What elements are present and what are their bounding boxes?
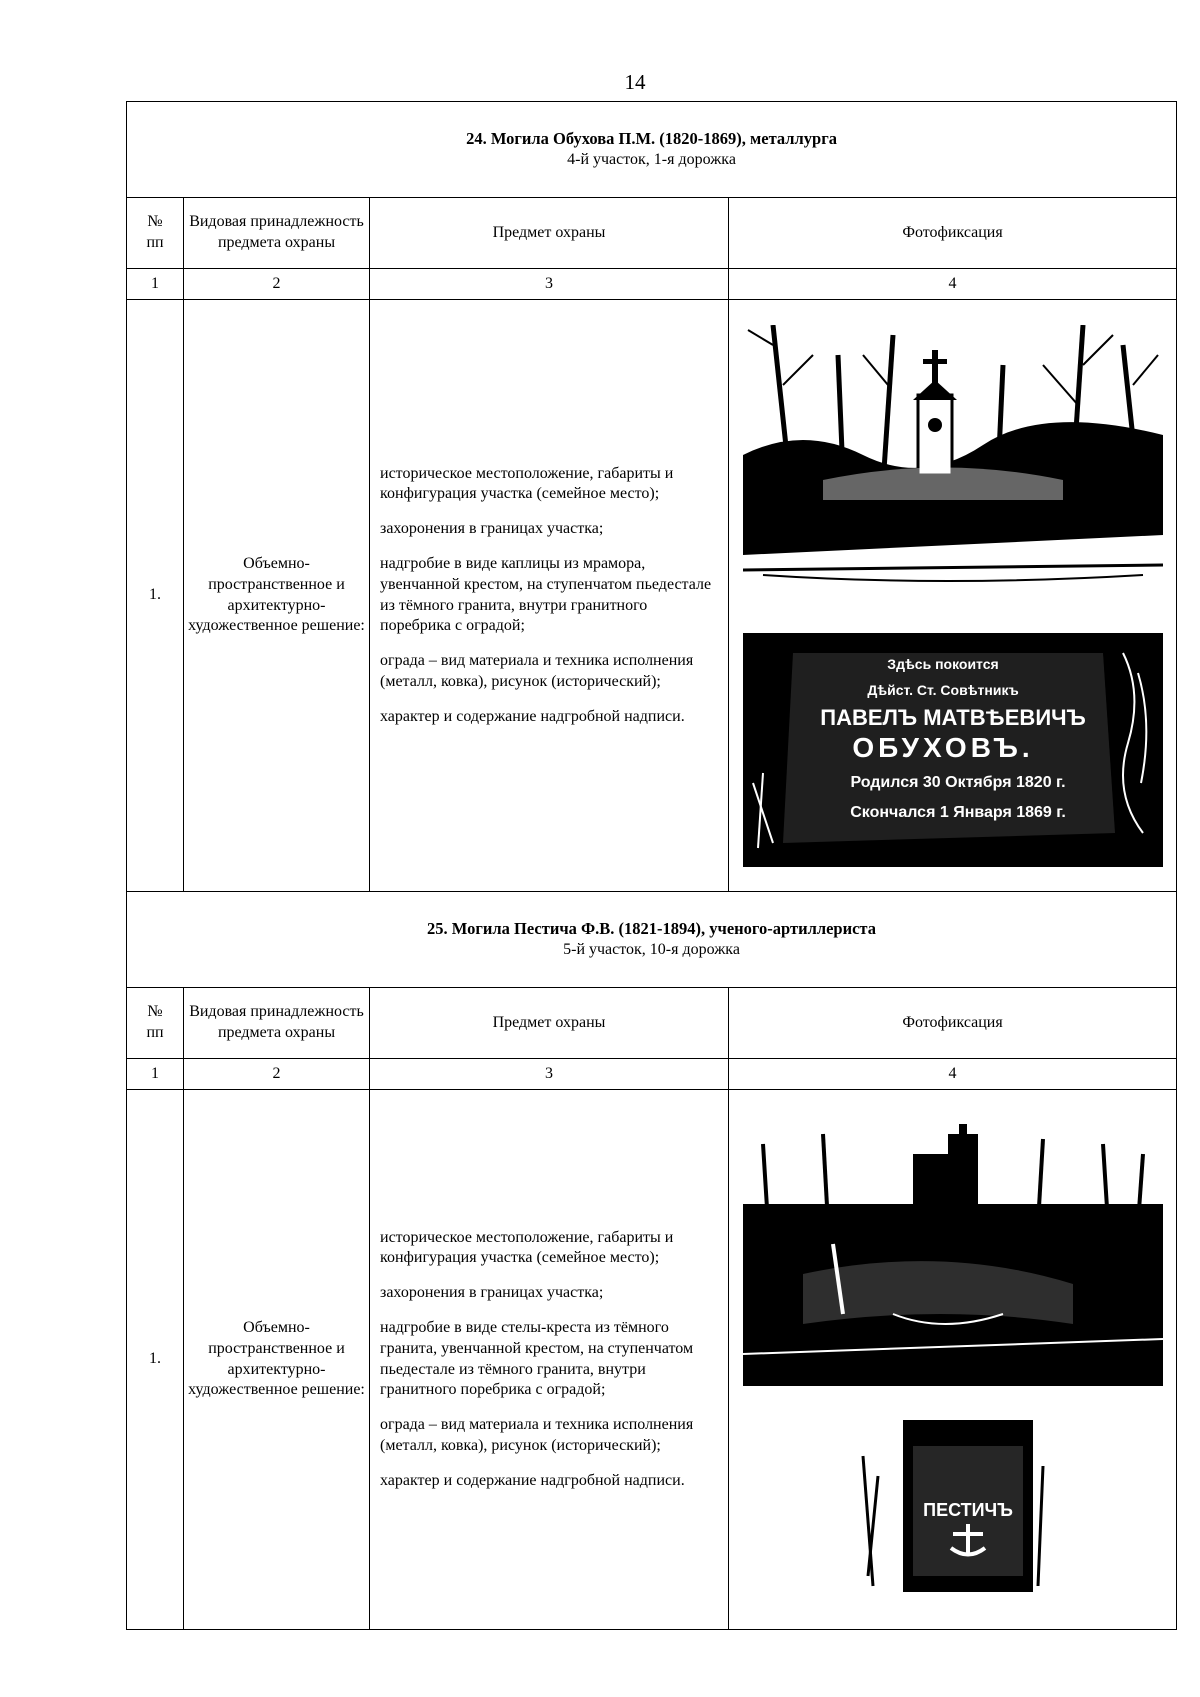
plaque-line: ОБУХОВЪ. [851, 731, 1034, 763]
header-type: Видовая принадлежность предмета охраны [184, 198, 370, 269]
grave-photo [743, 325, 1163, 607]
column-number-2: 2 [184, 1059, 370, 1090]
subject-item: ограда – вид материала и техника исполнения (металл, ковка), рисунок (исторический); [380, 652, 694, 690]
column-number-2: 2 [184, 269, 370, 300]
header-photo: Фотофиксация [729, 198, 1177, 269]
header-number: № пп [127, 988, 184, 1059]
protection-subject [370, 1090, 729, 1630]
subject-item: захоронения в границах участка; [380, 1284, 604, 1302]
header-subject: Предмет охраны [370, 988, 729, 1059]
column-number-1: 1 [127, 1059, 184, 1090]
column-number-4: 4 [729, 1059, 1177, 1090]
header-number: № пп [127, 198, 184, 269]
subject-item: характер и содержание надгробной надписи. [380, 707, 685, 725]
inscription-photo [743, 633, 1163, 867]
plaque-line: ПАВЕЛЪ МАТВѢЕВИЧЪ [819, 704, 1086, 730]
section-title: 25. Могила Пестича Ф.В. (1821-1894), ученого-артиллериста [427, 919, 876, 939]
inscription-photo [853, 1416, 1053, 1596]
photo-cell [729, 1090, 1177, 1630]
subject-item: надгробие в виде стелы-креста из тёмного гранита, увенчанной крестом, на ступенчатом пьедестале из тёмного гранита, внутри гранитного поребрика с оградой; [380, 1318, 694, 1399]
header-type: Видовая принадлежность предмета охраны [184, 988, 370, 1059]
plaque-line: Родился 30 Октября 1820 г. [849, 773, 1066, 791]
page-number: 14 [624, 70, 646, 94]
column-number-3: 3 [370, 269, 729, 300]
column-number-4: 4 [729, 269, 1177, 300]
plaque-line: Скончался 1 Января 1869 г. [849, 803, 1066, 821]
photo-cell [729, 300, 1177, 892]
header-subject: Предмет охраны [370, 198, 729, 269]
protection-type: Объемно-пространственное и архитектурно-художественное решение: [184, 300, 370, 892]
protection-type: Объемно-пространственное и архитектурно-художественное решение: [184, 1090, 370, 1630]
subject-item: историческое местоположение, габариты и конфигурация участка (семейное место); [380, 464, 674, 503]
plaque-line: Здѣсь покоится [886, 655, 999, 672]
row-number: 1. [127, 1090, 184, 1630]
subject-item: ограда – вид материала и техника исполнения (металл, ковка), рисунок (исторический); [380, 1416, 694, 1454]
subject-item: историческое местоположение, габариты и конфигурация участка (семейное место); [380, 1228, 674, 1267]
grave-photo [743, 1124, 1163, 1386]
section-title-cell [127, 102, 1177, 198]
column-number-3: 3 [370, 1059, 729, 1090]
protection-subject [370, 300, 729, 892]
header-photo: Фотофиксация [729, 988, 1177, 1059]
section-location: 5-й участок, 10-я дорожка [563, 940, 740, 958]
row-number: 1. [127, 300, 184, 892]
section-title-cell [127, 892, 1177, 988]
protection-table [126, 101, 1177, 1630]
section-location: 4-й участок, 1-я дорожка [567, 150, 736, 168]
subject-item: характер и содержание надгробной надписи. [380, 1471, 685, 1489]
plaque-line: ПЕСТИЧЪ [922, 1499, 1013, 1520]
subject-item: захоронения в границах участка; [380, 520, 604, 538]
subject-item: надгробие в виде каплицы из мрамора, увенчанной крестом, на ступенчатом пьедестале из тёмного гранита, внутри гранитного поребрика с оградой; [380, 554, 712, 635]
column-number-1: 1 [127, 269, 184, 300]
plaque-line: Дѣйст. Ст. Совѣтникъ [866, 681, 1019, 698]
section-title: 24. Могила Обухова П.М. (1820-1869), металлурга [466, 129, 837, 149]
